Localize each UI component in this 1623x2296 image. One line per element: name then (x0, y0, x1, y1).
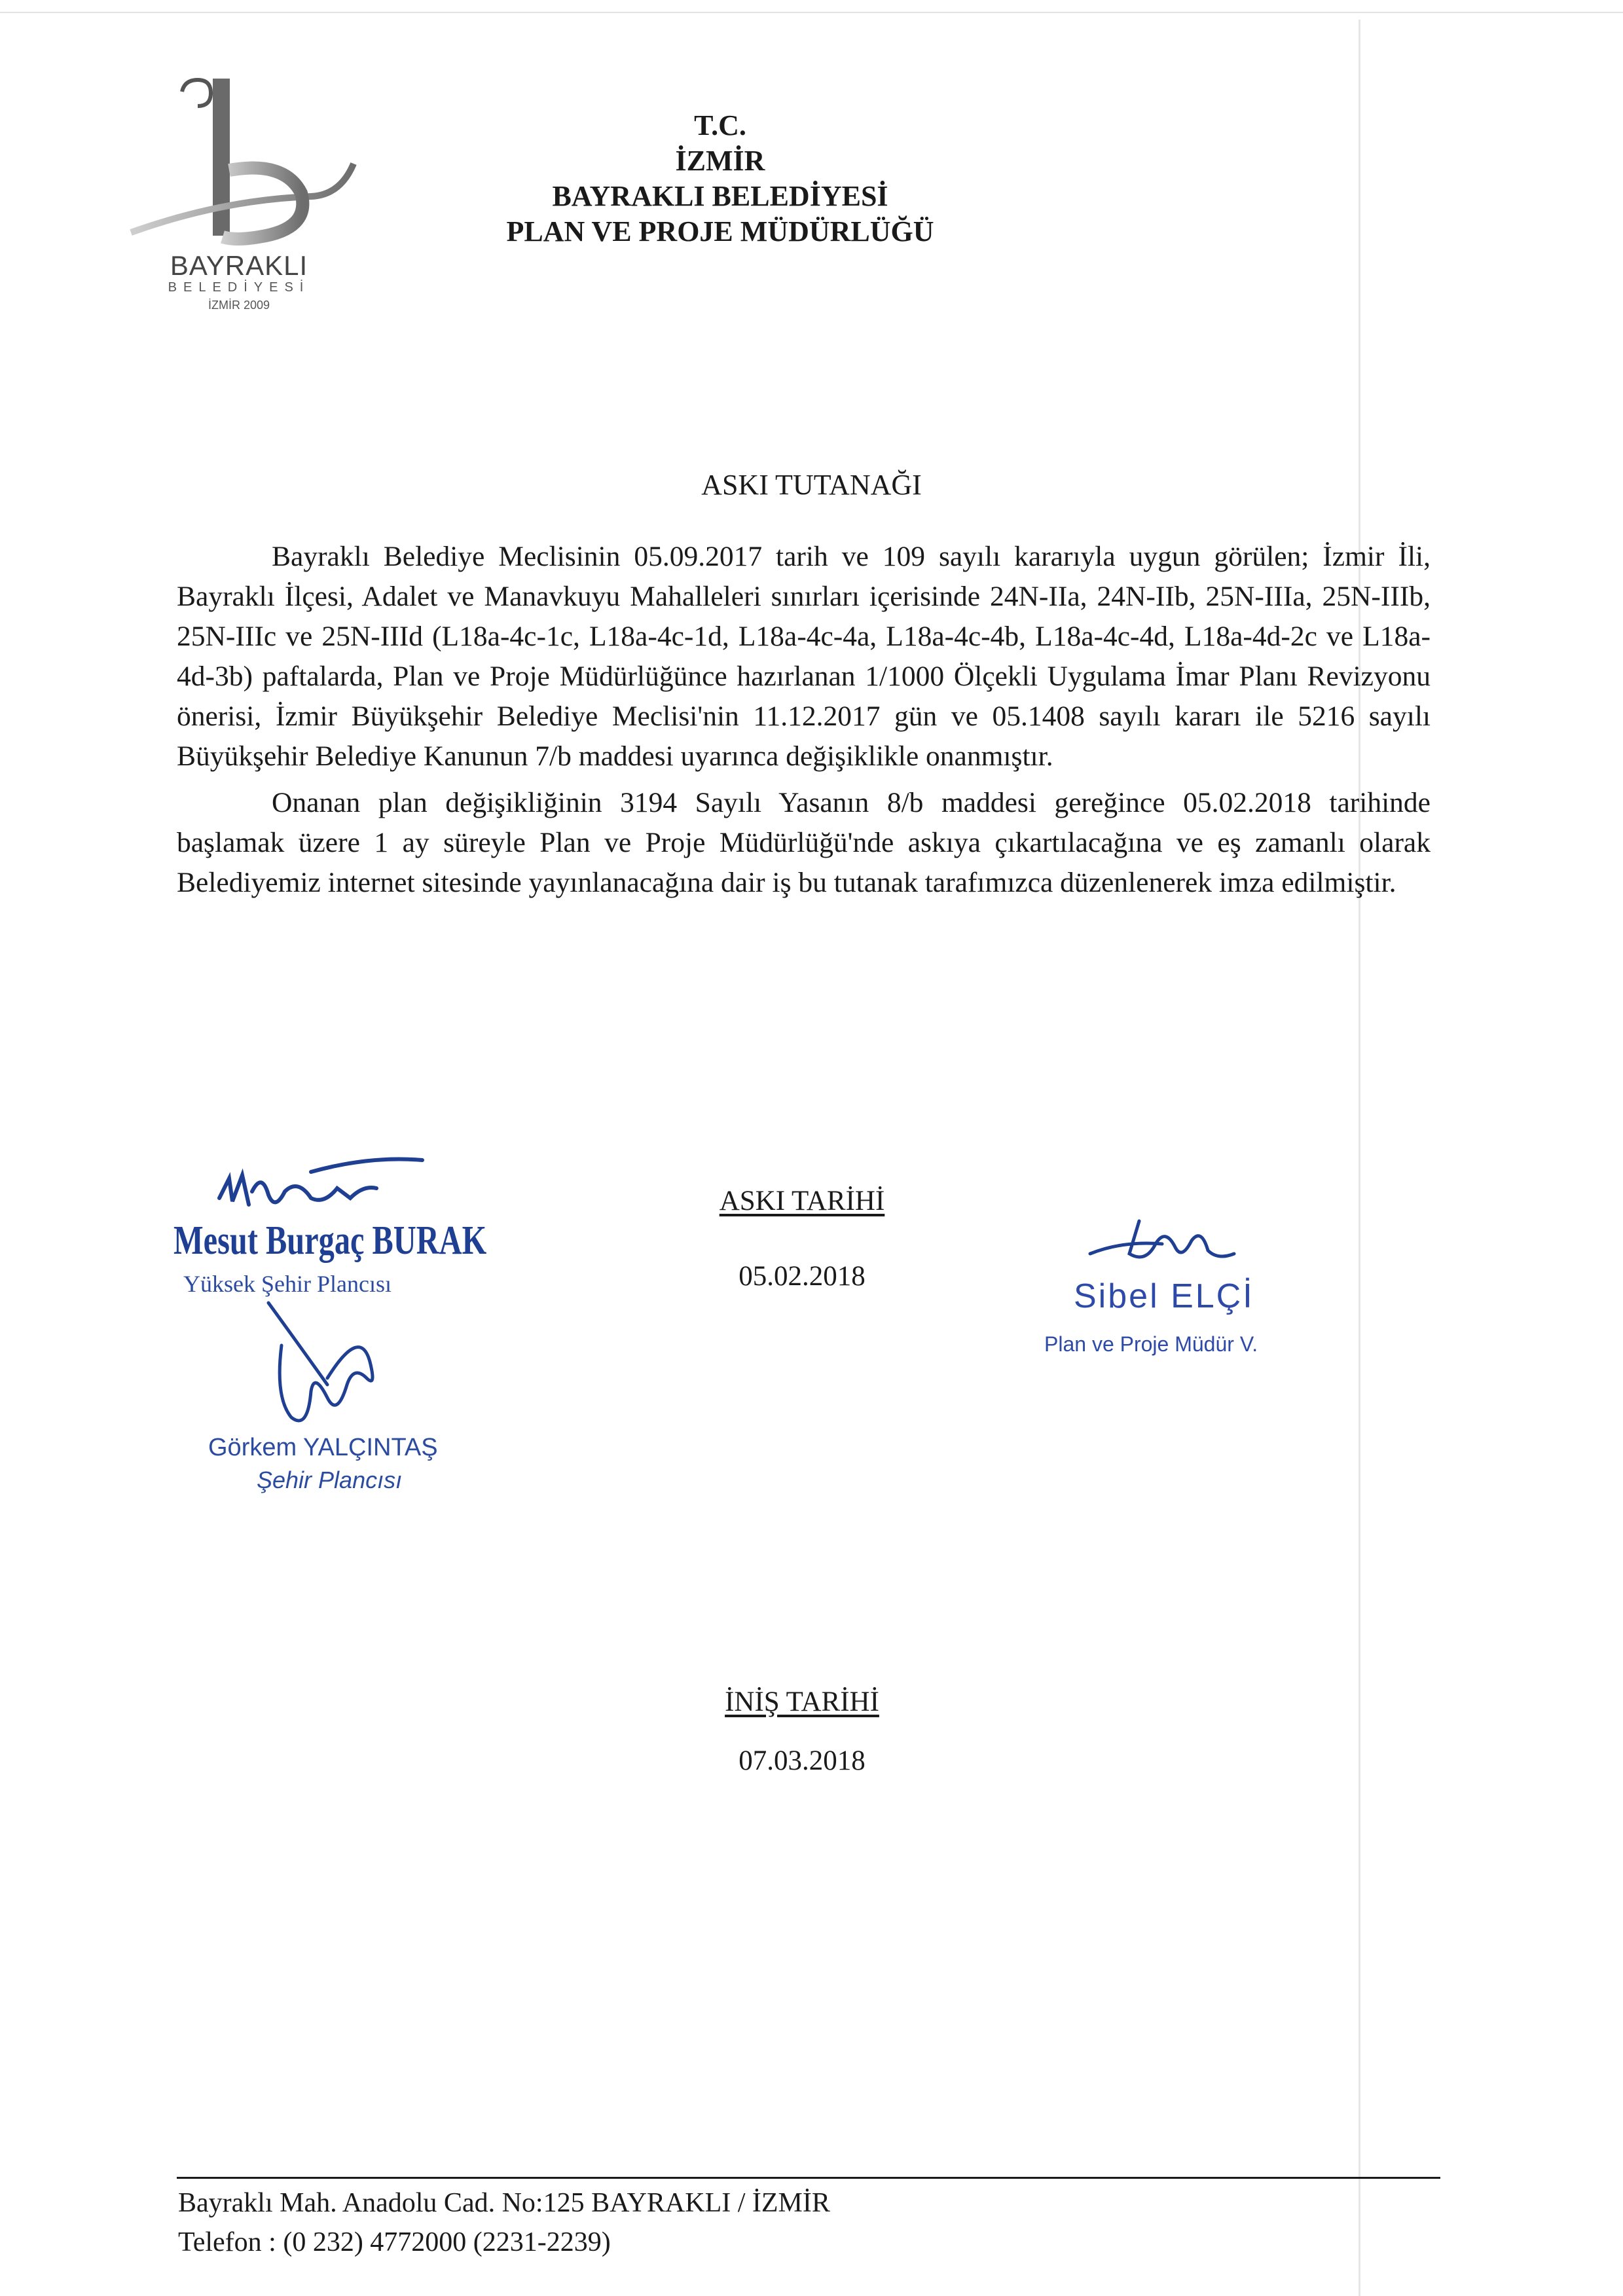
signatory-gorkem-title: Şehir Plancısı (257, 1467, 403, 1493)
logo-mark-icon (124, 65, 373, 262)
scan-fold-line (1359, 20, 1360, 2296)
footer-phone: Telefon : (0 232) 4772000 (2231-2239) (178, 2227, 611, 2257)
signatory-sibel-name: Sibel ELÇİ (1074, 1277, 1254, 1315)
municipality-logo (124, 65, 373, 327)
inis-date-label: İNİŞ TARİHİ (725, 1686, 879, 1717)
header-line-3: BAYRAKLI BELEDİYESİ (552, 180, 888, 212)
scan-edge-top (0, 12, 1623, 13)
signatory-sibel-title: Plan ve Proje Müdür V. (1044, 1332, 1258, 1356)
footer-rule (177, 2177, 1440, 2179)
logo-name: BAYRAKLI (170, 250, 308, 281)
body-paragraph-1: Bayraklı Belediye Meclisinin 05.09.2017 tarih ve 109 sayılı kararıyla uygun görülen; İzmir İli, Bayraklı İlçesi, Adalet ve Manavkuyu Mahalleleri sınırları içerisinde 24N-IIa, 24N-IIb, 25N-IIIa, 25N-IIIb, 25N-IIIc ve 25N-IIId (L18a-4c-1c, L18a-4c-1d, L18a-4c-4a, L18a-4c-4b, L18a-4c-4d, L18a-4d-2c ve L18a-4d-3b) paftalarda, Plan ve Proje Müdürlüğünce hazırlanan 1/1000 Ölçekli Uygulama İmar Planı Revizyonu önerisi, İzmir Büyükşehir Belediye Meclisi'nin 11.12.2017 gün ve 05.1408 sayılı kararı ile 5216 sayılı Büyükşehir Belediye Kanunun 7/b maddesi uyarınca değişiklikle onanmıştır. (177, 541, 1431, 772)
aski-date-label: ASKI TARİHİ (719, 1186, 885, 1216)
footer-contact (178, 2183, 830, 2262)
signature-sibel-scribble (1084, 1214, 1241, 1273)
footer-address: Bayraklı Mah. Anadolu Cad. No:125 BAYRAKLI / İZMİR (178, 2188, 830, 2218)
letterhead (458, 108, 982, 249)
signatory-gorkem-name: Görkem YALÇINTAŞ (208, 1434, 438, 1461)
signatory-mesut-title: Yüksek Şehir Plancısı (183, 1271, 392, 1297)
inis-date-value: 07.03.2018 (739, 1745, 866, 1776)
header-line-4: PLAN VE PROJE MÜDÜRLÜĞÜ (506, 215, 934, 247)
logo-subtitle: BELEDİYESİ (168, 280, 310, 295)
signature-mesut-scribble (213, 1152, 435, 1224)
header-line-2: İZMİR (675, 145, 765, 177)
document-title: ASKI TUTANAĞI (701, 469, 922, 501)
document-body (177, 537, 1431, 909)
logo-city-year: İZMİR 2009 (208, 299, 270, 312)
aski-date-value: 05.02.2018 (739, 1261, 866, 1292)
body-paragraph-2: Onanan plan değişikliğinin 3194 Sayılı Yasanın 8/b maddesi gereğince 05.02.2018 tarihinde başlamak üzere 1 ay süreyle Plan ve Proje Müdürlüğü'nde askıya çıkartılacağına ve eş zamanlı olarak Belediyemiz internet sitesinde yayınlanacağına dair iş bu tutanak tarafımızca düzenlenerek imza edilmiştir. (177, 787, 1431, 898)
signatory-mesut-name: Mesut Burgaç BURAK (173, 1218, 487, 1263)
signature-gorkem-scribble (255, 1300, 406, 1444)
header-line-1: T.C. (694, 109, 746, 141)
